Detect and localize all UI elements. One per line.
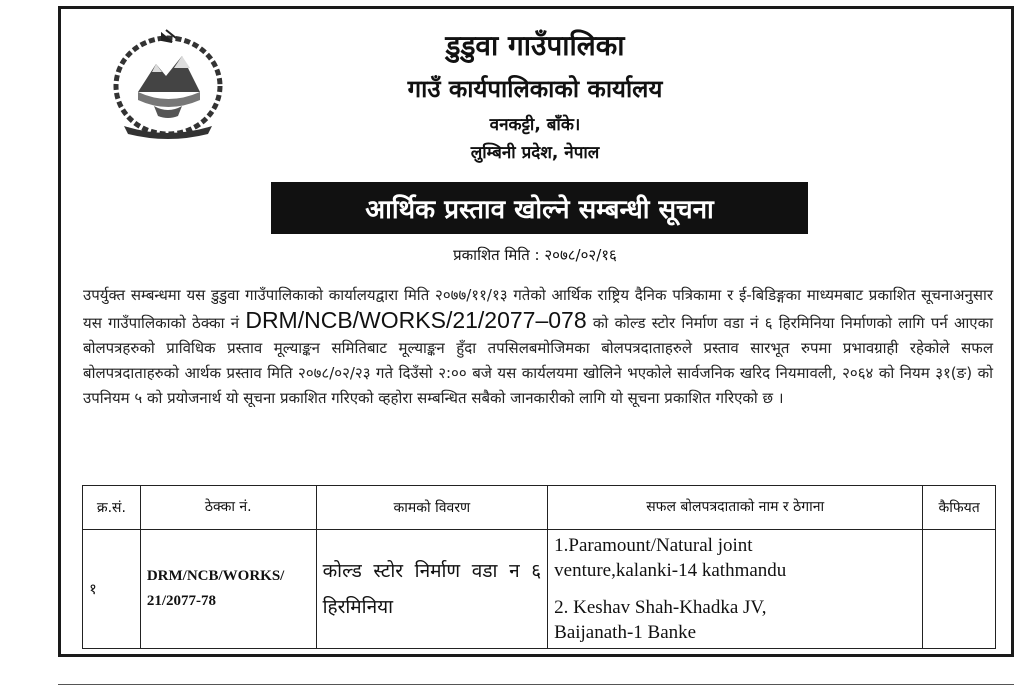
contract-number: DRM/NCB/WORKS/21/2077–078 xyxy=(245,307,587,333)
cell-remarks xyxy=(923,530,996,649)
office-name: गाउँ कार्यपालिकाको कार्यालय xyxy=(407,75,663,103)
col-header-remarks: कैफियत xyxy=(923,486,996,530)
bidder-1-line2: venture,kalanki-14 kathmandu xyxy=(554,560,787,581)
published-date: प्रकाशित मिति : २०७८/०२/१६ xyxy=(453,246,617,264)
bidder-2-line2: Baijanath-1 Banke xyxy=(554,622,697,643)
col-header-description: कामको विवरण xyxy=(316,486,548,530)
col-header-tender-no: ठेक्का नं. xyxy=(140,486,316,530)
nepal-coat-of-arms-icon xyxy=(104,28,232,140)
bid-table xyxy=(82,485,996,649)
cell-bidders xyxy=(548,530,923,649)
municipality-name: डुडुवा गाउँपालिका xyxy=(445,29,625,62)
province-country: लुम्बिनी प्रदेश, नेपाल xyxy=(470,143,600,163)
col-header-sn: क्र.सं. xyxy=(83,486,141,530)
col-header-bidder: सफल बोलपत्रदाताको नाम र ठेगाना xyxy=(548,486,923,530)
table-row xyxy=(83,530,996,649)
bidder-1-line1: 1.Paramount/Natural joint xyxy=(554,535,753,556)
office-location: वनकट्टी, बाँके। xyxy=(489,115,581,135)
cell-sn: १ xyxy=(83,530,141,649)
notice-title: आर्थिक प्रस्ताव खोल्ने सम्बन्धी सूचना xyxy=(271,182,808,234)
notice-body xyxy=(83,283,993,411)
notice-body-rest: को कोल्ड स्टोर निर्माण वडा नं ६ हिरमिनिया निर्माणको लागि पर्न आएका बोलपत्रहरुको प्राविधिक प्रस्ताव मूल्याङ्कन समितिबाट मूल्याङ्कन हुँदा तपसिलबमोजिमका बोलपत्रदाताहरुले प्रस्ताव सारभूत रुपमा प्रभावग्राही रहेकोले सफल बोलपत्रदाताहरुको आर्थक प्रस्ताव मिति २०७८/०२/२३ गते दिउँसो २:०० बजे यस कार्यलयमा खोलिने भएकोले सार्वजनिक खरिद नियमावली, २०६४ को नियम ३१(ङ) को उपनियम ५ को प्रयोजनार्थ यो सूचना प्रकाशित गरिएको व्हहोरा सम्बन्धित सबैको जानकारीको लागि यो सूचना प्रकाशित गरिएको छ । xyxy=(83,314,993,407)
tender-no-line2: 21/2077-78 xyxy=(146,593,217,609)
cell-tender-no xyxy=(140,530,316,649)
bidder-2-line1: 2. Keshav Shah-Khadka JV, xyxy=(554,597,767,618)
table-header-row xyxy=(83,486,996,530)
notice-body-intro: उपर्युक्त सम्बन्धमा यस डुडुवा गाउँपालिकाको कार्यालयद्वारा मिति २०७७/११/१३ गतेको आर्थिक राष्ट्रिय दैनिक पत्रिकामा र ई-बिडिङ्गका माध्यमबाट प्रकाशित सूचनाअनुसार यस गाउँपालिकाको ठेक्का नं xyxy=(83,286,993,332)
tender-no-line1: DRM/NCB/WORKS/ xyxy=(146,568,285,584)
bottom-divider xyxy=(58,684,1014,685)
cell-description: कोल्ड स्टोर निर्माण वडा न ६ हिरमिनिया xyxy=(316,530,548,649)
